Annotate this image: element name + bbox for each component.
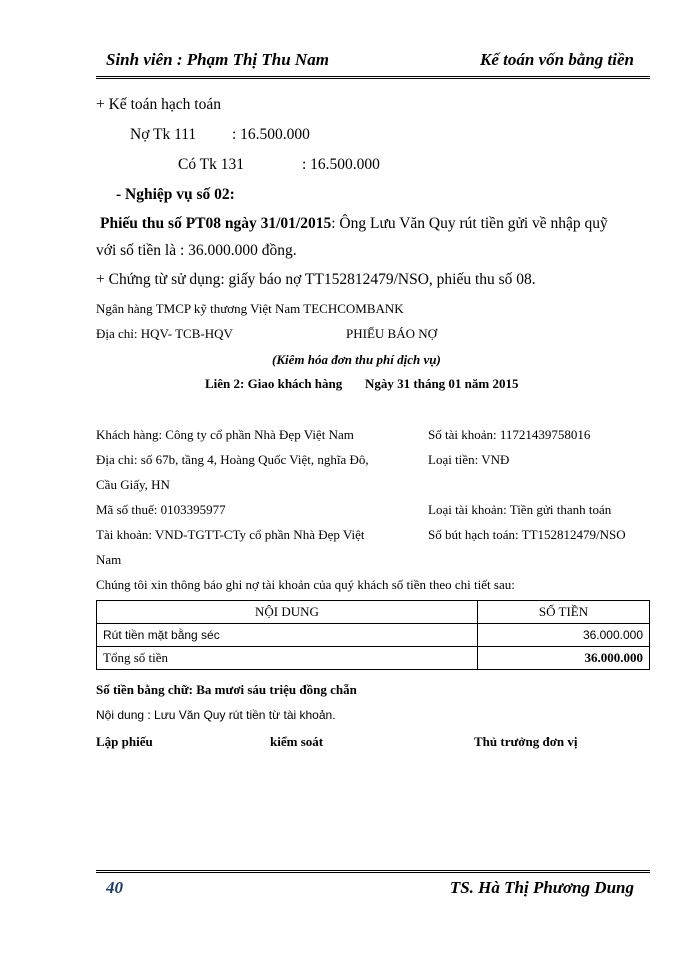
total-label: Tổng số tiền — [97, 647, 478, 670]
transaction-content: Nội dung : Lưu Văn Quy rút tiền từ tài khoản. — [96, 708, 336, 722]
debit-value: : 16.500.000 — [232, 126, 310, 143]
customer-address-2: Cầu Giấy, HN — [96, 477, 170, 492]
header-student: Sinh viên : Phạm Thị Thu Nam — [106, 50, 329, 69]
slip-title: PHIẾU BÁO NỢ — [346, 326, 437, 341]
receipt-desc: : Ông Lưu Văn Quy rút tiền gửi về nhập quỹ — [331, 215, 608, 232]
credit-label: Có Tk 131 — [178, 156, 245, 173]
amount-in-words: Số tiền bằng chữ: Ba mươi sáu triệu đồng chẵn — [96, 682, 357, 697]
bank-name: Ngân hàng TMCP kỹ thương Việt Nam TECHCOMBANK — [96, 301, 404, 316]
account-number: Số tài khoản: 11721439758016 — [428, 427, 591, 442]
tax-code: Mã số thuế: 0103395977 — [96, 502, 226, 517]
debit-label: Nợ Tk 111 — [130, 126, 197, 143]
customer-address-1: Địa chỉ: số 67b, tầng 4, Hoàng Quốc Việt, nghĩa Đô, — [96, 452, 369, 467]
transaction-heading: - Nghiệp vụ số 02: — [116, 186, 235, 203]
detail-table — [96, 600, 650, 670]
credit-value: : 16.500.000 — [302, 156, 380, 173]
total-amount: 36.000.000 — [478, 647, 650, 670]
row-description: Rút tiền mặt bằng séc — [97, 624, 478, 647]
receipt-line-1 — [100, 215, 608, 233]
header-content: NỘI DUNG — [97, 601, 478, 624]
table-total-row — [97, 647, 650, 670]
signature-head: Thủ trưởng đơn vị — [474, 734, 578, 749]
documents-used: + Chứng từ sử dụng: giấy báo nợ TT152812479/NSO, phiếu thu số 08. — [96, 271, 536, 288]
table-header-row — [97, 601, 650, 624]
signature-preparer: Lập phiếu — [96, 734, 153, 749]
header-title: Kế toán vốn bằng tiền — [480, 50, 634, 69]
header-rule — [96, 76, 650, 79]
slip-date: Ngày 31 tháng 01 năm 2015 — [365, 376, 519, 391]
header-amount: SỐ TIỀN — [478, 601, 650, 624]
slip-subtitle: (Kiêm hóa đơn thu phí dịch vụ) — [272, 352, 441, 367]
account-type: Loại tài khoản: Tiền gửi thanh toán — [428, 502, 612, 517]
notice-text: Chúng tôi xin thông báo ghi nợ tài khoản của quý khách số tiền theo chi tiết sau: — [96, 577, 515, 592]
journal-heading: + Kế toán hạch toán — [96, 96, 221, 113]
account-line-2: Nam — [96, 552, 122, 567]
currency: Loại tiền: VNĐ — [428, 452, 510, 467]
account-line-1: Tài khoản: VND-TGTT-CTy cổ phần Nhà Đẹp Việt — [96, 527, 365, 542]
bank-address: Địa chỉ: HQV- TCB-HQV — [96, 326, 233, 341]
table-row — [97, 624, 650, 647]
row-amount: 36.000.000 — [478, 624, 650, 647]
posting-number: Số bút hạch toán: TT152812479/NSO — [428, 527, 626, 542]
footer-supervisor: TS. Hà Thị Phương Dung — [449, 878, 634, 897]
receipt-line-2: với số tiền là : 36.000.000 đồng. — [96, 242, 297, 259]
customer-name: Khách hàng: Công ty cổ phần Nhà Đẹp Việt Nam — [96, 427, 354, 442]
footer-rule — [96, 870, 650, 873]
receipt-ref: Phiếu thu số PT08 ngày 31/01/2015 — [100, 215, 332, 232]
signature-controller: kiểm soát — [270, 734, 324, 749]
page-number: 40 — [106, 878, 123, 897]
copy-label: Liên 2: Giao khách hàng — [205, 376, 343, 391]
